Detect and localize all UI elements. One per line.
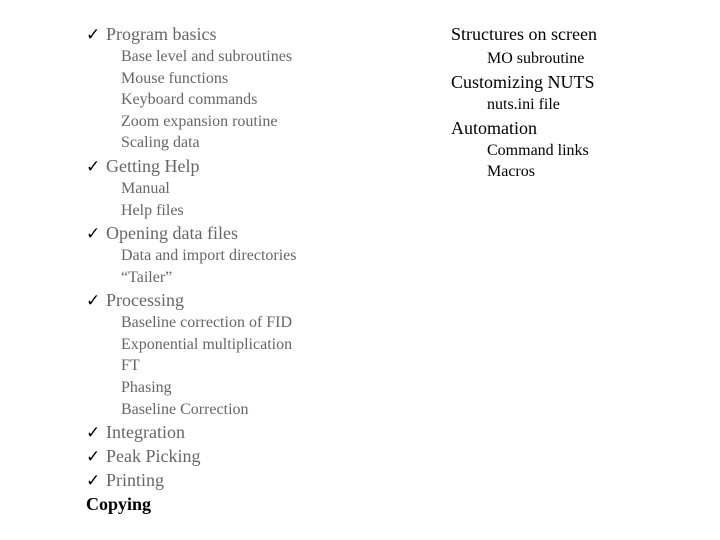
list-item: “Tailer” (121, 269, 173, 286)
section-customizing-nuts: Customizing NUTS (451, 72, 595, 92)
list-item: Baseline correction of FID (121, 314, 293, 331)
check-icon: ✓ (86, 471, 101, 490)
list-item: Base level and subroutines (121, 48, 293, 65)
section-copying: Copying (86, 494, 152, 514)
check-icon: ✓ (86, 423, 101, 442)
list-item: FT (121, 357, 140, 374)
section-getting-help: ✓ Getting Help (86, 156, 200, 176)
list-item: Exponential multiplication (121, 336, 293, 353)
list-item: Zoom expansion routine (121, 113, 278, 130)
section-printing: ✓ Printing (86, 470, 165, 490)
list-item: Keyboard commands (121, 91, 258, 108)
list-item: Data and import directories (121, 247, 297, 264)
section-structures-on-screen: Structures on screen (451, 24, 597, 44)
section-opening-data-files: ✓ Opening data files (86, 223, 238, 243)
list-item: Mouse functions (121, 70, 229, 87)
section-integration: ✓ Integration (86, 422, 185, 442)
section-program-basics: ✓ Program basics (86, 24, 217, 44)
check-icon: ✓ (86, 447, 101, 466)
section-processing: ✓ Processing (86, 290, 184, 310)
check-icon: ✓ (86, 291, 101, 310)
list-item: Phasing (121, 379, 172, 396)
list-item: Macros (487, 163, 535, 180)
list-item: Scaling data (121, 134, 200, 151)
check-icon: ✓ (86, 157, 101, 176)
list-item: Command links (487, 142, 589, 159)
check-icon: ✓ (86, 224, 101, 243)
list-item: Help files (121, 202, 184, 219)
list-item: Manual (121, 180, 170, 197)
list-item: MO subroutine (487, 50, 585, 67)
check-icon: ✓ (86, 25, 101, 44)
list-item: nuts.ini file (487, 96, 560, 113)
section-automation: Automation (451, 118, 537, 138)
section-peak-picking: ✓ Peak Picking (86, 446, 201, 466)
list-item: Baseline Correction (121, 401, 249, 418)
